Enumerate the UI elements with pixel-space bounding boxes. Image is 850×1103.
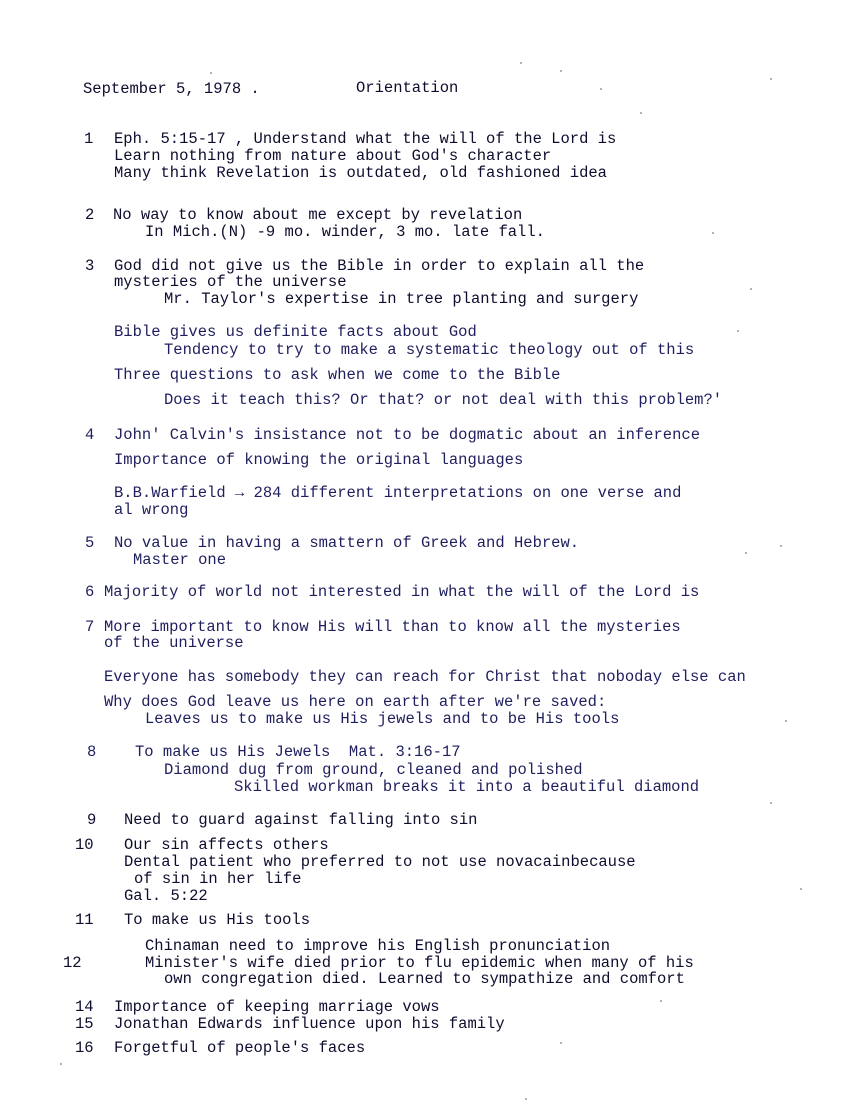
note-line: Dental patient who preferred to not use novacainbecause: [124, 853, 636, 871]
item-number: 2: [85, 206, 95, 224]
scan-speck: [520, 62, 522, 64]
note-line: Leaves us to make us His jewels and to be His tools: [145, 710, 620, 728]
item-number: 12: [63, 954, 82, 972]
note-line: of the universe: [104, 634, 244, 652]
scan-speck: [640, 112, 642, 114]
note-line: Need to guard against falling into sin: [124, 811, 478, 829]
note-line: Skilled workman breaks it into a beautiful diamond: [234, 778, 700, 796]
note-line: In Mich.(N) -9 mo. winder, 3 mo. late fall.: [145, 223, 545, 241]
note-line: Learn nothing from nature about God's character: [114, 147, 552, 165]
note-line: Diamond dug from ground, cleaned and polished: [164, 761, 583, 779]
item-number: 15: [75, 1015, 94, 1033]
note-line: own congregation died. Learned to sympathize and comfort: [164, 970, 685, 988]
scan-speck: [745, 552, 747, 554]
item-number: 6: [85, 583, 95, 601]
item-number: 3: [85, 257, 95, 275]
scan-speck: [660, 1000, 662, 1002]
note-line: No way to know about me except by revelation: [113, 206, 523, 224]
page-date: September 5, 1978 .: [83, 80, 260, 98]
note-line: Importance of knowing the original languages: [114, 451, 524, 469]
scan-speck: [737, 330, 739, 332]
item-number: 11: [75, 911, 94, 929]
note-line: Bible gives us definite facts about God: [114, 323, 477, 341]
scan-speck: [770, 802, 772, 804]
scan-speck: [780, 545, 782, 547]
note-line: Chinaman need to improve his English pronunciation: [145, 937, 611, 955]
item-number: 7: [85, 618, 95, 636]
note-line: Gal. 5:22: [124, 887, 208, 905]
note-line: Minister's wife died prior to flu epidemic when many of his: [145, 954, 694, 972]
scan-speck: [770, 78, 772, 80]
note-line: John' Calvin's insistance not to be dogmatic about an inference: [114, 426, 700, 444]
item-number: 14: [75, 998, 94, 1016]
note-line: Why does God leave us here on earth after we're saved:: [104, 693, 607, 711]
item-number: 9: [87, 811, 97, 829]
note-line: Jonathan Edwards influence upon his family: [114, 1015, 505, 1033]
scan-speck: [560, 70, 562, 72]
note-line: Master one: [133, 551, 227, 569]
note-line: Eph. 5:15-17 , Understand what the will of the Lord is: [114, 130, 617, 148]
item-number: 1: [84, 130, 94, 148]
note-line: No value in having a smattern of Greek and Hebrew.: [114, 534, 580, 552]
item-number: 10: [75, 836, 94, 854]
scan-speck: [712, 232, 714, 234]
note-line: B.B.Warfield → 284 different interpretations on one verse and: [114, 484, 682, 502]
note-line: Mr. Taylor's expertise in tree planting and surgery: [164, 290, 639, 308]
item-number: 8: [87, 743, 97, 761]
note-line: Tendency to try to make a systematic theology out of this: [164, 341, 695, 359]
note-line: Everyone has somebody they can reach for Christ that noboday else can: [104, 668, 746, 686]
note-line: More important to know His will than to know all the mysteries: [104, 618, 681, 636]
item-number: 4: [85, 426, 95, 444]
item-number: 5: [85, 534, 95, 552]
note-line: To make us His Jewels Mat. 3:16-17: [135, 743, 461, 761]
scan-speck: [750, 288, 752, 290]
scan-speck: [525, 1098, 527, 1100]
scan-speck: [800, 888, 802, 890]
scan-speck: [600, 88, 602, 90]
note-line: God did not give us the Bible in order to explain all the: [114, 257, 645, 275]
note-line: Majority of world not interested in what the will of the Lord is: [104, 583, 700, 601]
item-number: 16: [75, 1039, 94, 1057]
note-line: al wrong: [114, 501, 189, 519]
note-line: mysteries of the universe: [114, 273, 347, 291]
note-line: Many think Revelation is outdated, old fashioned idea: [114, 164, 607, 182]
scan-speck: [560, 1042, 562, 1044]
note-line: To make us His tools: [124, 911, 311, 929]
note-line: of sin in her life: [134, 870, 302, 888]
scan-speck: [60, 1063, 62, 1065]
note-line: Three questions to ask when we come to the Bible: [114, 366, 561, 384]
scan-speck: [785, 720, 787, 722]
note-line: Forgetful of people's faces: [114, 1039, 366, 1057]
note-line: Does it teach this? Or that? or not deal with this problem?': [164, 391, 723, 409]
note-line: Importance of keeping marriage vows: [114, 998, 440, 1016]
note-line: Our sin affects others: [124, 836, 329, 854]
page-title: Orientation: [356, 79, 459, 97]
scan-speck: [210, 72, 212, 74]
